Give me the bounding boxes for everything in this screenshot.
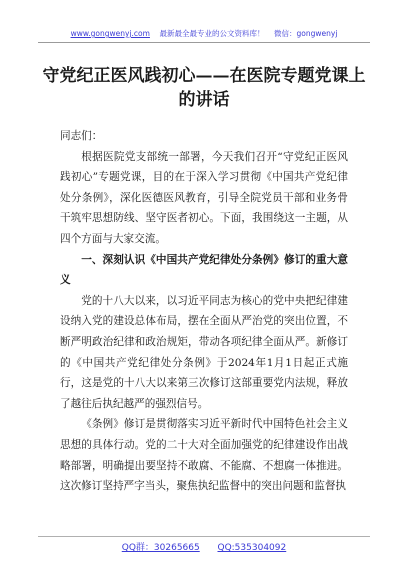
document-body xyxy=(60,126,348,497)
section1-paragraph-1: 党的十八大以来，以习近平同志为核心的党中央把纪律建设纳入党的建设总体布局，摆在全面从严治党的突出位置，不断严明政治纪律和政治规矩，带动各项纪律全面从严。新修订的《中国共产党纪律处分条例》于2024年1月1日起正式施行，这是党的十八大以来第三次修订这部重要党内法规，释放了越往后执纪越严的强烈信号。 xyxy=(60,294,348,410)
section-heading-1: 一、深刻认识《中国共产党纪律处分条例》修订的重大意义 xyxy=(60,253,348,287)
salutation: 同志们： xyxy=(60,130,103,142)
section1-paragraph-2: 《条例》修订是贯彻落实习近平新时代中国特色社会主义思想的具体行动。党的二十大对全面加强党的纪律建设作出战略部署，明确提出要坚持不敢腐、不能腐、不想腐一体推进。这次修订坚持严字当头，聚焦执纪监督中的突出问题和监督执 xyxy=(60,418,348,493)
qq-contact-link[interactable]: QQ:535304092 xyxy=(217,543,287,553)
page-header xyxy=(0,28,408,39)
footer-divider xyxy=(38,536,370,537)
site-url-link[interactable]: www.gongwenyj.com xyxy=(70,29,150,38)
header-divider xyxy=(38,42,370,43)
qq-group-link[interactable]: QQ群：30265665 xyxy=(121,543,200,553)
page-footer xyxy=(0,540,408,553)
wechat-label: 微信：gongwenyj xyxy=(274,29,338,38)
document-title: 守党纪正医风践初心——在医院专题党课上的讲话 xyxy=(42,66,366,110)
intro-paragraph: 根据医院党支部统一部署，今天我们召开“守党纪正医风践初心”专题党课，目的在于深入学习贯彻《中国共产党纪律处分条例》，深化医德医风教育，引导全院党员干部和业务骨干筑牢思想防线、坚守医者初心。下面，我围绕这一主题，从四个方面与大家交流。 xyxy=(60,150,348,245)
site-tagline: 最新最全最专业的公文资料库！ xyxy=(159,29,265,38)
